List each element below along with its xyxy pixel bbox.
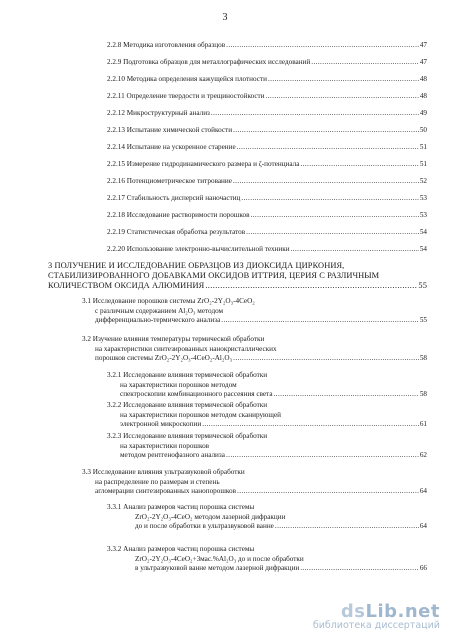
toc-page: 50 (419, 126, 427, 134)
toc-entry-line: ZrO₂-2Y₂O₃-4CeO₂+3мас.%Al₂O₃ до и после обработки (135, 554, 304, 563)
toc-entry (82, 335, 427, 364)
toc-entry (82, 297, 427, 326)
toc-entry-text: дифференциально-термического анализа (95, 316, 221, 325)
toc-page: 55 (418, 280, 427, 290)
leader-dots (226, 41, 419, 51)
toc-entry-last-line (82, 316, 427, 326)
leader-dots (211, 109, 419, 119)
toc-entry-line: на распределение по размерам и степень (95, 477, 220, 486)
toc-entry (107, 545, 427, 574)
leader-dots (291, 245, 419, 255)
toc-entry-last-line (82, 354, 427, 364)
toc-entry-last-line (107, 522, 427, 532)
toc-entry (107, 160, 427, 170)
toc-entry-last-line (107, 420, 427, 430)
toc-entry-text: до и после обработки в ультразвуковой ванне (135, 522, 274, 531)
toc-entry (107, 432, 427, 461)
toc-page: 62 (419, 451, 427, 460)
dslib-watermark (313, 601, 440, 631)
leader-dots (300, 564, 419, 574)
toc-page: 55 (419, 316, 427, 325)
toc-page: 58 (419, 354, 427, 363)
watermark-subtitle: библиотека диссертаций (312, 620, 440, 631)
toc-page: 49 (419, 109, 427, 117)
toc-entry-text: агломерации синтезированных нанопорошков (95, 487, 237, 496)
toc-entry-text: 2.2.15 Измерение гидродинамического размера и ζ-потенциала (107, 160, 300, 168)
toc-entry-text: 2.2.17 Стабильность дисперсий наночастиц (107, 194, 241, 202)
toc-entry-text: 2.2.11 Определение твердости и трещиностойкости (107, 92, 265, 100)
toc-entry-line: 3.2.2 Исследование влияния термической обработки (107, 401, 268, 409)
leader-dots (237, 487, 419, 497)
toc-entry (107, 41, 427, 51)
toc-entry-line: 3.2.3 Исследование влияния термической обработки (107, 432, 268, 440)
leader-dots (268, 75, 419, 85)
toc-page: 54 (419, 228, 427, 236)
toc-entry-text: 2.2.10 Методика определения кажущейся плотности (107, 75, 267, 83)
toc-page: 66 (419, 564, 427, 573)
toc-entry-line: 3.3 Исследование влияния ультразвуковой обработки (82, 468, 245, 476)
toc-entry (107, 58, 427, 68)
leader-dots (311, 58, 419, 68)
leader-dots (274, 390, 419, 400)
leader-dots (226, 451, 419, 461)
toc-entry-text: 2.2.13 Испытание химической стойкости (107, 126, 233, 134)
toc-entry (107, 75, 427, 85)
toc-entry (107, 211, 427, 221)
toc-entry-text: 2.2.19 Статистическая обработка результатов (107, 228, 246, 236)
toc-entry-line: 3.3.2 Анализ размеров частиц порошка системы (107, 545, 255, 553)
toc-page: 64 (419, 487, 427, 496)
toc-page: 52 (419, 177, 427, 185)
toc-entry-last-line (107, 451, 427, 461)
toc-entry-text: 2.2.14 Испытание на ускоренное старение (107, 143, 236, 151)
toc-page: 48 (419, 75, 427, 83)
toc-entry (107, 143, 427, 153)
toc-entry (107, 92, 427, 102)
leader-dots (237, 143, 419, 153)
toc-entry-line: на характеристики порошков (120, 441, 210, 450)
leader-dots (241, 194, 418, 204)
toc-entry-line: с различным содержанием Al₂O₃ методом (95, 306, 224, 315)
toc-entry-text: 2.2.16 Потенциометрическое титрование (107, 177, 232, 185)
leader-dots (275, 522, 419, 532)
toc-entry-line: 3.3.1 Анализ размеров частиц порошка системы (107, 503, 255, 511)
toc-page: 61 (419, 420, 427, 429)
toc-entry-text: 2.2.8 Методика изготовления образцов (107, 41, 226, 49)
toc-entry-text: 2.2.12 Микроструктурный анализ (107, 109, 210, 117)
leader-dots (205, 281, 417, 291)
toc-entry (107, 194, 427, 204)
leader-dots (246, 228, 419, 238)
leader-dots (233, 177, 419, 187)
toc-entry-text: спектроскопии комбинационного рассеяния света (120, 390, 273, 399)
leader-dots (221, 316, 419, 326)
toc-page: 58 (419, 390, 427, 399)
page-number: 3 (222, 12, 228, 23)
toc-entry-line: СТАБИЛИЗИРОВАННОГО ДОБАВКАМИ ОКСИДОВ ИТТРИЯ, ЦЕРИЯ С РАЗЛИЧНЫМ (48, 270, 380, 280)
toc-entry (107, 245, 427, 255)
toc-entry-last-line (48, 281, 427, 291)
toc-entry-text: порошков системы ZrO₂-2Y₂O₃-4CeO₂-Al₂O₃ (95, 354, 233, 363)
toc-entry-line: 3.1 Исследование порошков системы ZrO₂-2Y₂O₃-4CeO₂ (82, 297, 255, 305)
leader-dots (233, 354, 419, 364)
toc-entry (107, 228, 427, 238)
toc-page: 64 (419, 522, 427, 531)
toc-entry-text: в ультразвуковой ванне методом лазерной дифракции (135, 564, 300, 573)
toc-entry (107, 503, 427, 532)
toc-page: 51 (419, 143, 427, 151)
toc-entry-line: ZrO₂-2Y₂O₃-4CeO₂ методом лазерной дифракции (135, 512, 286, 521)
leader-dots (266, 92, 419, 102)
toc-entry (107, 371, 427, 400)
toc-page: 53 (419, 211, 427, 219)
watermark-logo: dsLib.net (340, 601, 440, 622)
toc-entry-text: электронной микроскопии (120, 420, 202, 429)
toc-entry-line: на характеристики порошков методом (120, 380, 237, 389)
leader-dots (233, 126, 419, 136)
toc-entry (107, 109, 427, 119)
toc-entry-line: 3.2 Изучение влияния температуры термической обработки (82, 335, 265, 343)
toc-entry-last-line (107, 564, 427, 574)
leader-dots (202, 420, 419, 430)
toc-entry-text: 2.2.18 Исследование растворимости порошков (107, 211, 250, 219)
toc-entry (107, 401, 427, 430)
toc-page: 53 (419, 194, 427, 202)
toc-entry-line: 3 ПОЛУЧЕНИЕ И ИССЛЕДОВАНИЕ ОБРАЗЦОВ ИЗ ДИОКСИДА ЦИРКОНИЯ, (48, 261, 345, 270)
toc-entry (82, 468, 427, 497)
toc-entry-text: КОЛИЧЕСТВОМ ОКСИДА АЛЮМИНИЯ (48, 280, 205, 290)
toc-page: 51 (419, 160, 427, 168)
toc-entry-line: на характеристики порошков методом сканирующей (120, 410, 281, 419)
toc-entry-last-line (82, 487, 427, 497)
toc-entry-text: 2.2.20 Использование электронно-вычислительной техники (107, 245, 290, 253)
toc-entry (107, 177, 427, 187)
leader-dots (251, 211, 419, 221)
toc-chapter-3 (48, 261, 427, 290)
toc-page: 47 (419, 58, 427, 66)
toc-entry-text: 2.2.9 Подготовка образцов для металлографических исследований (107, 58, 311, 66)
toc-entry-last-line (107, 390, 427, 400)
toc-entry-line: на характеристики синтезированных нанокристаллических (95, 344, 277, 353)
toc-entry-line: 3.2.1 Исследование влияния термической обработки (107, 371, 268, 379)
leader-dots (300, 160, 418, 170)
toc-entry (107, 126, 427, 136)
toc-page: 47 (419, 41, 427, 49)
toc-page: 54 (419, 245, 427, 253)
toc-page: 48 (419, 92, 427, 100)
toc-entry-text: методом рентгенофазного анализа (120, 451, 225, 460)
